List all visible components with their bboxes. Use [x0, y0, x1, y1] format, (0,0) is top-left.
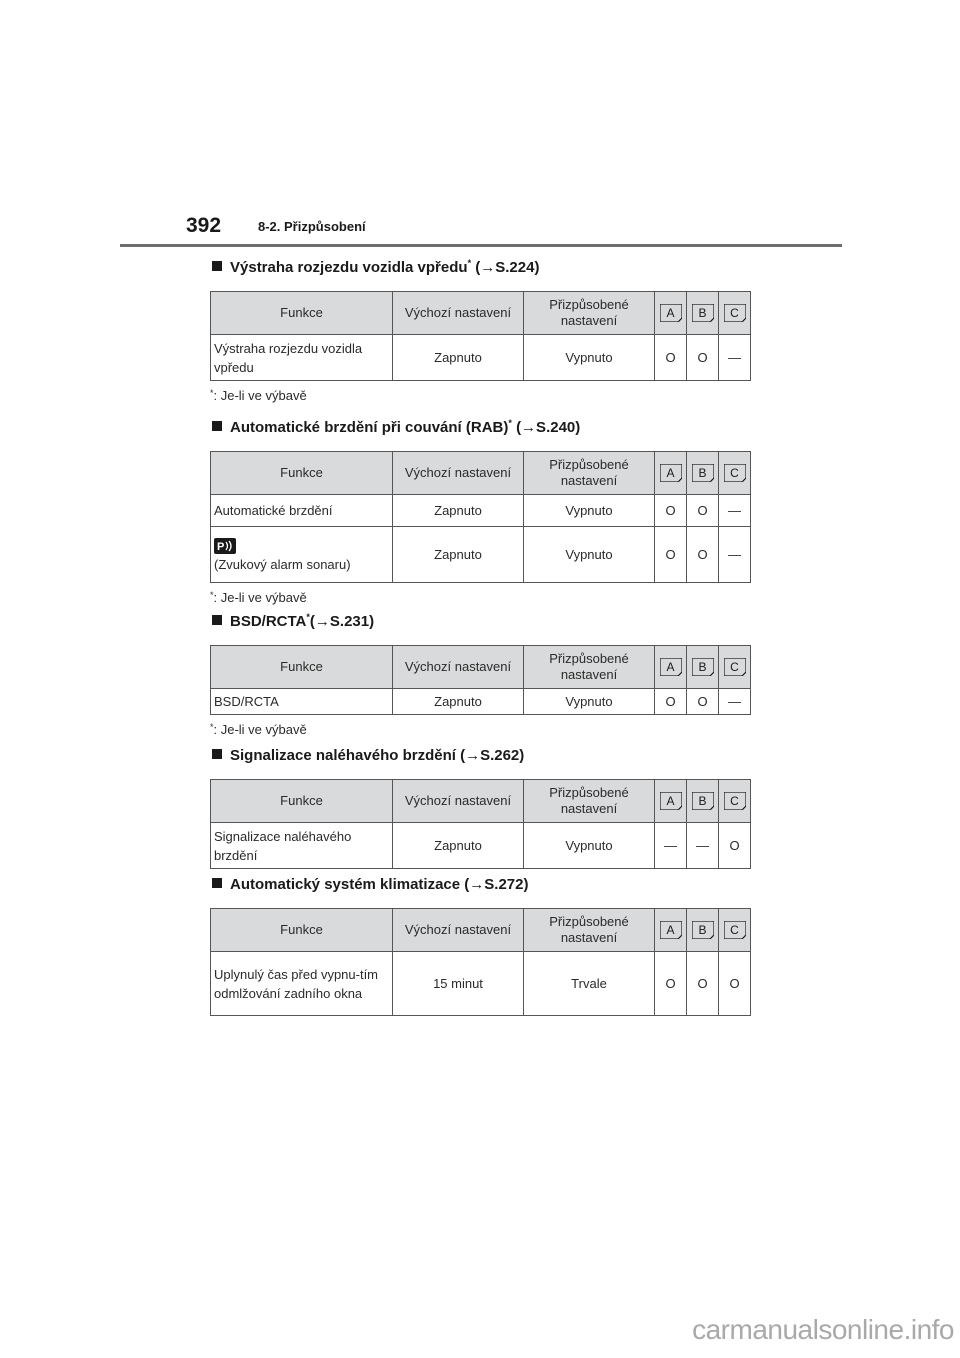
page-reference-link[interactable]: (→S.240)	[516, 419, 581, 436]
settings-table	[210, 291, 751, 381]
badge-b-icon: B	[692, 658, 714, 676]
cell-default: Zapnuto	[393, 823, 524, 869]
cell-default: Zapnuto	[393, 527, 524, 583]
asterisk: *	[467, 258, 472, 268]
col-header-default: Výchozí nastavení	[393, 646, 524, 689]
cell-custom: Vypnuto	[524, 495, 655, 527]
asterisk: *	[508, 418, 512, 428]
badge-a-icon: A	[660, 464, 682, 482]
footnote: *: Je-li ve výbavě	[210, 388, 307, 403]
cell-a: O	[655, 495, 687, 527]
cell-c: O	[719, 823, 751, 869]
badge-a-icon: A	[660, 921, 682, 939]
col-header-a	[655, 452, 687, 495]
col-header-a	[655, 646, 687, 689]
footnote: *: Je-li ve výbavě	[210, 722, 307, 737]
asterisk: *	[306, 612, 310, 622]
section-title	[210, 874, 750, 896]
col-header-function: Funkce	[211, 909, 393, 952]
cell-a: —	[655, 823, 687, 869]
table-row	[211, 335, 751, 381]
section-bsd-rcta	[210, 611, 750, 739]
bullet-square-icon	[212, 615, 222, 625]
col-header-a	[655, 909, 687, 952]
section-title	[210, 417, 750, 439]
col-header-c	[719, 780, 751, 823]
cell-function: Výstraha rozjezdu vozidla vpředu	[211, 335, 393, 381]
section-title	[210, 745, 750, 767]
section-emergency-brake-signal	[210, 745, 750, 869]
bullet-square-icon	[212, 878, 222, 888]
cell-b: O	[687, 335, 719, 381]
cell-a: O	[655, 335, 687, 381]
col-header-function: Funkce	[211, 646, 393, 689]
col-header-b	[687, 909, 719, 952]
cell-function: BSD/RCTA	[211, 689, 393, 715]
col-header-a	[655, 292, 687, 335]
section-title-text: Signalizace naléhavého brzdění	[230, 747, 456, 764]
col-header-a	[655, 780, 687, 823]
col-header-b	[687, 780, 719, 823]
settings-table	[210, 908, 751, 1016]
badge-b-icon: B	[692, 304, 714, 322]
cell-function: Automatické brzdění	[211, 495, 393, 527]
section-rear-auto-braking	[210, 417, 750, 607]
col-header-default: Výchozí nastavení	[393, 780, 524, 823]
badge-c-icon: C	[724, 658, 746, 676]
cell-b: —	[687, 823, 719, 869]
col-header-c	[719, 909, 751, 952]
cell-a: O	[655, 689, 687, 715]
badge-c-icon: C	[724, 304, 746, 322]
cell-custom: Vypnuto	[524, 335, 655, 381]
section-title	[210, 257, 750, 279]
cell-b: O	[687, 527, 719, 583]
col-header-b	[687, 646, 719, 689]
table-header-row	[211, 780, 751, 823]
cell-default: Zapnuto	[393, 495, 524, 527]
table-header-row	[211, 909, 751, 952]
col-header-custom: Přizpůsobené nastavení	[524, 452, 655, 495]
cell-default: Zapnuto	[393, 335, 524, 381]
badge-b-icon: B	[692, 464, 714, 482]
col-header-default: Výchozí nastavení	[393, 909, 524, 952]
col-header-default: Výchozí nastavení	[393, 292, 524, 335]
col-header-custom: Přizpůsobené nastavení	[524, 909, 655, 952]
col-header-function: Funkce	[211, 780, 393, 823]
col-header-function: Funkce	[211, 292, 393, 335]
watermark: carmanualsonline.info	[692, 1314, 954, 1345]
sonar-sensor-icon	[214, 538, 236, 554]
cell-custom: Vypnuto	[524, 527, 655, 583]
cell-function: Signalizace naléhavého brzdění	[211, 823, 393, 869]
table-row	[211, 689, 751, 715]
cell-c: O	[719, 952, 751, 1016]
page-number: 392	[186, 214, 222, 237]
cell-a: O	[655, 952, 687, 1016]
table-header-row	[211, 292, 751, 335]
cell-custom: Trvale	[524, 952, 655, 1016]
badge-b-icon: B	[692, 792, 714, 810]
table-row	[211, 527, 751, 583]
col-header-b	[687, 292, 719, 335]
header-divider	[120, 244, 842, 247]
cell-custom: Vypnuto	[524, 689, 655, 715]
badge-c-icon: C	[724, 792, 746, 810]
cell-custom: Vypnuto	[524, 823, 655, 869]
table-header-row	[211, 452, 751, 495]
col-header-c	[719, 292, 751, 335]
badge-c-icon: C	[724, 921, 746, 939]
col-header-c	[719, 452, 751, 495]
footnote: *: Je-li ve výbavě	[210, 590, 307, 605]
badge-c-icon: C	[724, 464, 746, 482]
settings-table	[210, 645, 751, 715]
badge-a-icon: A	[660, 792, 682, 810]
page-reference-link[interactable]: (→S.272)	[464, 876, 529, 893]
page-reference-link[interactable]: (→S.262)	[460, 747, 525, 764]
settings-table	[210, 451, 751, 583]
svg-text:P: P	[217, 541, 225, 554]
cell-function-text: (Zvukový alarm sonaru)	[214, 556, 351, 572]
col-header-custom: Přizpůsobené nastavení	[524, 646, 655, 689]
cell-default: 15 minut	[393, 952, 524, 1016]
cell-b: O	[687, 952, 719, 1016]
cell-c: —	[719, 689, 751, 715]
badge-b-icon: B	[692, 921, 714, 939]
col-header-b	[687, 452, 719, 495]
cell-b: O	[687, 495, 719, 527]
section-title-text: Výstraha rozjezdu vozidla vpředu	[230, 259, 468, 276]
table-row	[211, 823, 751, 869]
table-row	[211, 495, 751, 527]
table-header-row	[211, 646, 751, 689]
col-header-custom: Přizpůsobené nastavení	[524, 292, 655, 335]
col-header-c	[719, 646, 751, 689]
cell-c: —	[719, 495, 751, 527]
cell-default: Zapnuto	[393, 689, 524, 715]
page-reference-link[interactable]: (→S.231)	[309, 613, 375, 630]
cell-function	[211, 527, 393, 583]
col-header-default: Výchozí nastavení	[393, 452, 524, 495]
cell-function: Uplynulý čas před vypnu-tím odmlžování zadního okna	[211, 952, 393, 1016]
badge-a-icon: A	[660, 658, 682, 676]
cell-c: —	[719, 527, 751, 583]
section-title-text: Automatické brzdění při couvání (RAB)	[230, 419, 509, 436]
chapter-title: 8-2. Přizpůsobení	[258, 219, 366, 234]
bullet-square-icon	[212, 421, 222, 431]
section-title-text: BSD/RCTA	[230, 613, 307, 630]
table-row	[211, 952, 751, 1016]
cell-b: O	[687, 689, 719, 715]
bullet-square-icon	[212, 261, 222, 271]
section-title	[210, 611, 750, 633]
section-auto-climate	[210, 874, 750, 1016]
section-front-departure-alert	[210, 257, 750, 405]
settings-table	[210, 779, 751, 869]
cell-a: O	[655, 527, 687, 583]
col-header-custom: Přizpůsobené nastavení	[524, 780, 655, 823]
badge-a-icon: A	[660, 304, 682, 322]
bullet-square-icon	[212, 749, 222, 759]
page-reference-link[interactable]: (→S.224)	[475, 259, 540, 276]
cell-c: —	[719, 335, 751, 381]
col-header-function: Funkce	[211, 452, 393, 495]
section-title-text: Automatický systém klimatizace	[230, 876, 461, 893]
